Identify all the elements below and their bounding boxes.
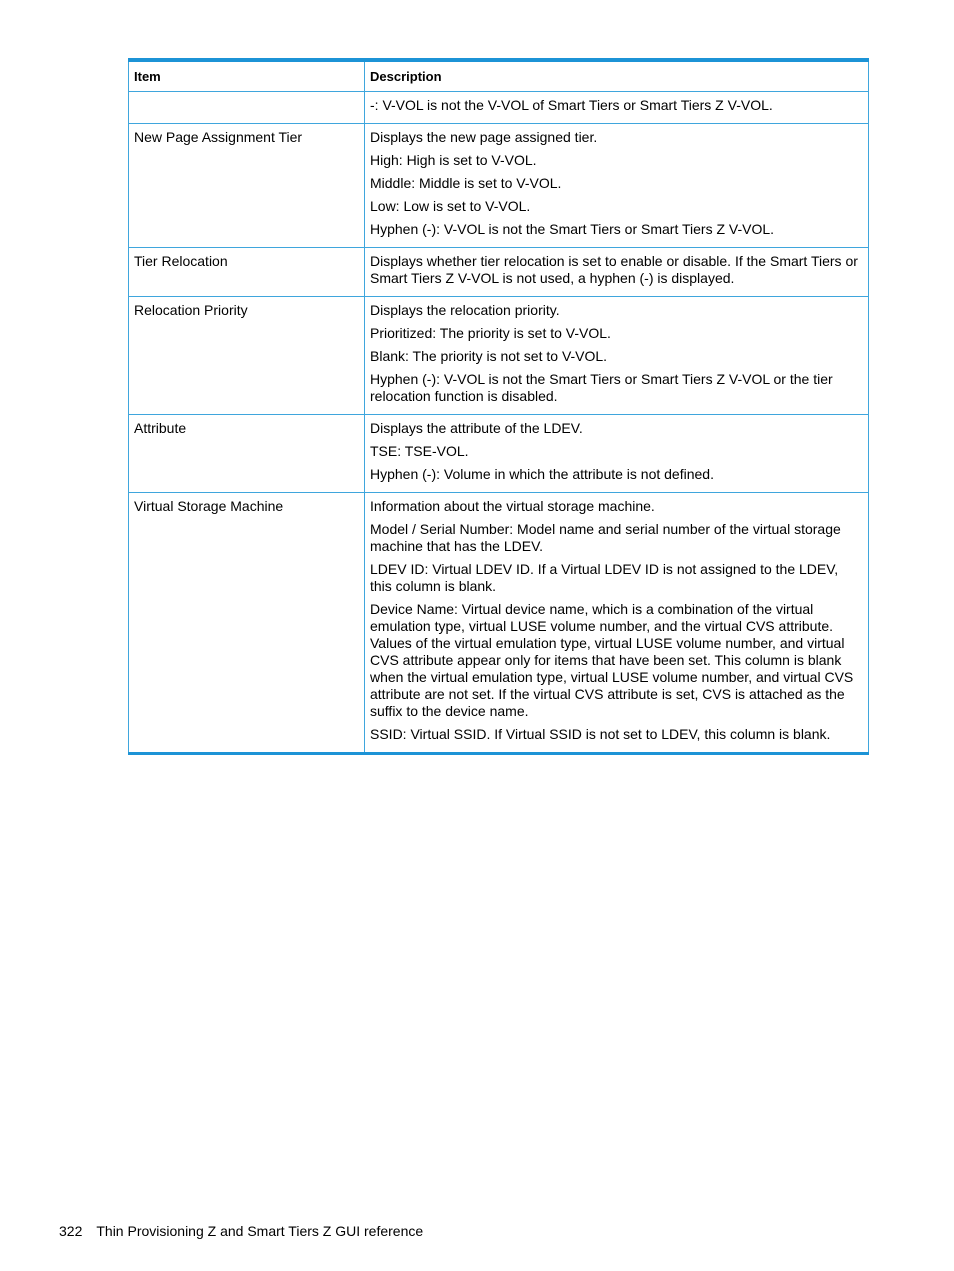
description-line: SSID: Virtual SSID. If Virtual SSID is not set to LDEV, this column is blank. (370, 726, 831, 742)
column-header-item: Item (129, 60, 365, 92)
description-line: Middle: Middle is set to V-VOL. (370, 175, 562, 191)
page-footer (59, 1223, 423, 1239)
footer-title: Thin Provisioning Z and Smart Tiers Z GUI reference (96, 1223, 424, 1239)
item-cell (129, 92, 365, 124)
item-cell: Tier Relocation (129, 248, 365, 297)
table-row (129, 297, 869, 415)
table-row (129, 493, 869, 754)
description-line: Model / Serial Number: Model name and serial number of the virtual storage machine that has the LDEV. (370, 521, 841, 554)
description-line: High: High is set to V-VOL. (370, 152, 537, 168)
description-line: -: V-VOL is not the V-VOL of Smart Tiers or Smart Tiers Z V-VOL. (370, 97, 773, 113)
table-row (129, 248, 869, 297)
description-line: Low: Low is set to V-VOL. (370, 198, 531, 214)
description-line: TSE: TSE-VOL. (370, 443, 469, 459)
description-line: LDEV ID: Virtual LDEV ID. If a Virtual LDEV ID is not assigned to the LDEV, this column is blank. (370, 561, 839, 594)
description-line: Information about the virtual storage machine. (370, 498, 655, 514)
description-cell (365, 92, 869, 124)
table-header-row (129, 60, 869, 92)
description-cell (365, 248, 869, 297)
table-row (129, 124, 869, 248)
description-line: Hyphen (-): V-VOL is not the Smart Tiers or Smart Tiers Z V-VOL or the tier relocation function is disabled. (370, 371, 833, 404)
description-line: Displays the attribute of the LDEV. (370, 420, 583, 436)
description-cell (365, 297, 869, 415)
description-cell (365, 493, 869, 754)
description-line: Hyphen (-): Volume in which the attribute is not defined. (370, 466, 714, 482)
table-body (129, 92, 869, 754)
description-line: Device Name: Virtual device name, which is a combination of the virtual emulation type, virtual LUSE volume number, and the virtual CVS attribute. Values of the virtual emulation type, virtual LUSE volume number, and virtual CVS attribute appear only for items that have been set. This column is blank when the virtual emulation type, virtual LUSE volume number, and virtual CVS attribute are not set. If the virtual CVS attribute is set, CVS is attached as the suffix to the device name. (370, 601, 854, 719)
description-line: Blank: The priority is not set to V-VOL. (370, 348, 608, 364)
table-row (129, 415, 869, 493)
description-cell (365, 415, 869, 493)
description-line: Hyphen (-): V-VOL is not the Smart Tiers or Smart Tiers Z V-VOL. (370, 221, 775, 237)
item-cell: Relocation Priority (129, 297, 365, 415)
description-cell (365, 124, 869, 248)
table-row (129, 92, 869, 124)
description-line: Displays the relocation priority. (370, 302, 560, 318)
page-number: 322 (59, 1223, 83, 1239)
reference-table (128, 58, 869, 755)
item-cell: Virtual Storage Machine (129, 493, 365, 754)
description-line: Displays whether tier relocation is set to enable or disable. If the Smart Tiers or Smart Tiers Z V-VOL is not used, a hyphen (-) is displayed. (370, 253, 858, 286)
column-header-description: Description (365, 60, 869, 92)
description-line: Prioritized: The priority is set to V-VOL. (370, 325, 611, 341)
description-line: Displays the new page assigned tier. (370, 129, 598, 145)
item-cell: Attribute (129, 415, 365, 493)
item-cell: New Page Assignment Tier (129, 124, 365, 248)
